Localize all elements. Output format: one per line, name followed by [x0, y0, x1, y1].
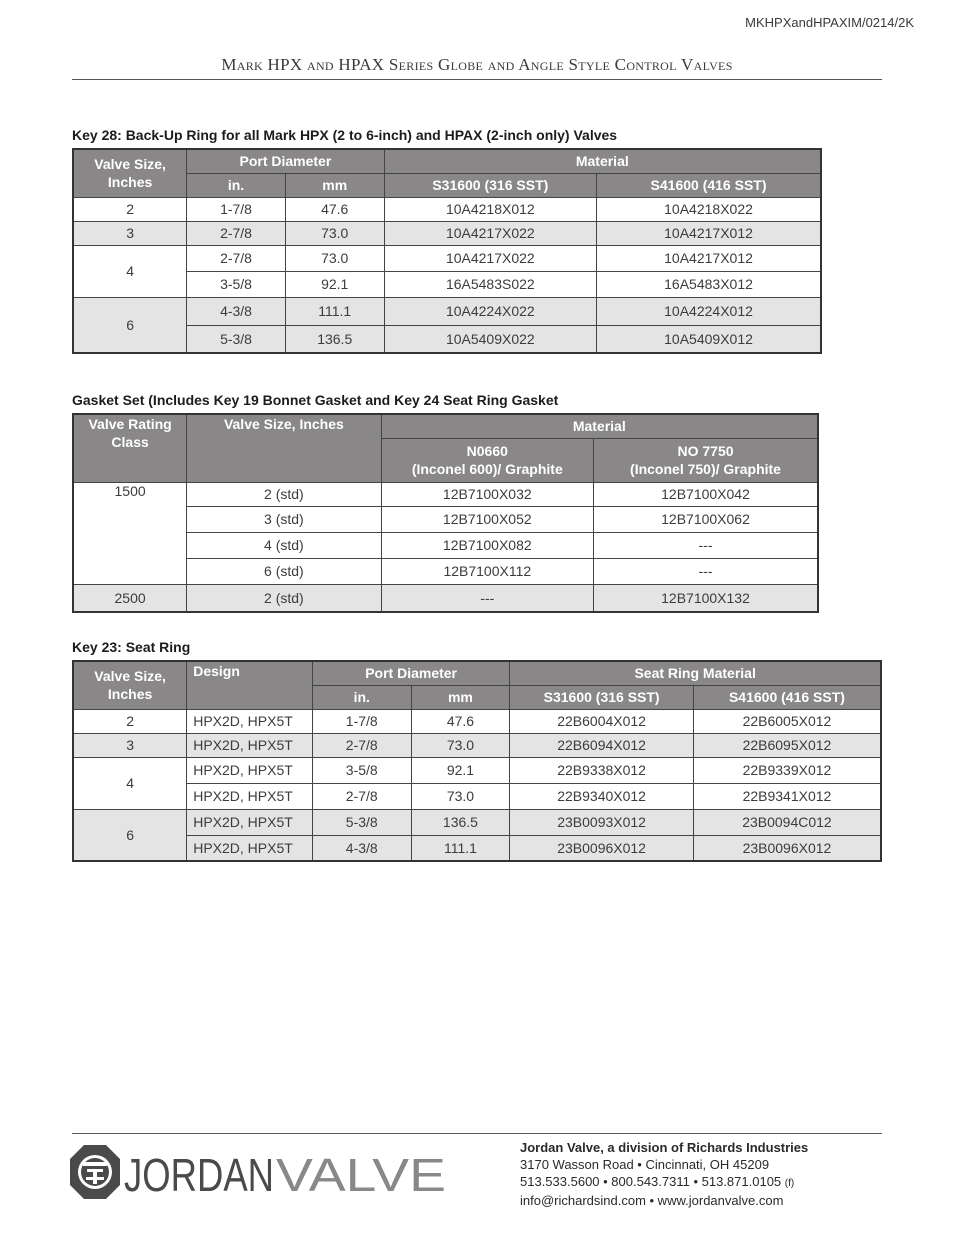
- cell-s316: 10A4217X022: [384, 245, 596, 271]
- table-row: [73, 809, 881, 835]
- cell-n0660: 12B7100X082: [381, 532, 593, 558]
- cell-size: 2: [73, 197, 187, 221]
- cell-s316: 23B0093X012: [510, 809, 694, 835]
- table-row: [73, 783, 881, 809]
- cell-s416: 10A4218X022: [597, 197, 821, 221]
- cell-no7750: ---: [594, 532, 818, 558]
- header-in: in.: [187, 173, 286, 197]
- cell-s316: 10A4218X012: [384, 197, 596, 221]
- cell-mm: 73.0: [411, 783, 510, 809]
- cell-s416: 16A5483X012: [597, 271, 821, 297]
- cell-no7750: 12B7100X042: [594, 482, 818, 506]
- cell-mm: 92.1: [411, 757, 510, 783]
- cell-size: 6 (std): [187, 558, 381, 584]
- cell-s316: 22B6094X012: [510, 733, 694, 757]
- header-n0660: [381, 438, 593, 482]
- cell-n0660: ---: [381, 584, 593, 612]
- cell-size: 2: [73, 709, 187, 733]
- header-port-diameter: Port Diameter: [312, 661, 509, 685]
- table-row: [73, 482, 818, 506]
- header-valve-size: Valve Size, Inches: [187, 414, 381, 482]
- cell-s316: 22B9338X012: [510, 757, 694, 783]
- cell-in: 1-7/8: [312, 709, 411, 733]
- table-row: [73, 297, 821, 325]
- cell-no7750: 12B7100X132: [594, 584, 818, 612]
- document-code: MKHPXandHPAXIM/0214/2K: [745, 15, 914, 30]
- cell-s316: 10A4224X022: [384, 297, 596, 325]
- logo-text-jordan: JORDAN: [124, 1149, 274, 1201]
- cell-mm: 73.0: [285, 245, 384, 271]
- cell-s316: 22B9340X012: [510, 783, 694, 809]
- cell-mm: 136.5: [285, 325, 384, 353]
- key23-table: [72, 660, 882, 862]
- cell-mm: 73.0: [411, 733, 510, 757]
- cell-in: 2-7/8: [312, 733, 411, 757]
- fax-mark: (f): [784, 1178, 795, 1189]
- cell-s416: 23B0094C012: [693, 809, 881, 835]
- header-mm: mm: [285, 173, 384, 197]
- header-no7750-code: NO 7750: [677, 443, 734, 459]
- cell-in: 4-3/8: [187, 297, 286, 325]
- cell-size: 2 (std): [187, 584, 381, 612]
- cell-s416: 22B6095X012: [693, 733, 881, 757]
- cell-size: 4: [73, 757, 187, 809]
- cell-s416: 22B6005X012: [693, 709, 881, 733]
- table-row: [73, 584, 818, 612]
- cell-mm: 111.1: [411, 835, 510, 861]
- cell-n0660: 12B7100X052: [381, 506, 593, 532]
- table-row: [73, 733, 881, 757]
- title-divider: [72, 79, 882, 80]
- cell-size: 3: [73, 733, 187, 757]
- cell-size: 6: [73, 297, 187, 353]
- cell-design: HPX2D, HPX5T: [187, 757, 313, 783]
- cell-class: 1500: [73, 482, 187, 584]
- cell-mm: 47.6: [411, 709, 510, 733]
- document-title: Mark HPX and HPAX Series Globe and Angle Style Control Valves: [221, 55, 733, 74]
- cell-s416: 22B9339X012: [693, 757, 881, 783]
- cell-s416: 22B9341X012: [693, 783, 881, 809]
- cell-s416: 10A4224X012: [597, 297, 821, 325]
- gasket-table: [72, 413, 819, 613]
- cell-size: 6: [73, 809, 187, 861]
- cell-s416: 10A4217X012: [597, 245, 821, 271]
- logo-text-valve: VALVE: [276, 1149, 446, 1201]
- cell-n0660: 12B7100X112: [381, 558, 593, 584]
- cell-in: 3-5/8: [312, 757, 411, 783]
- cell-design: HPX2D, HPX5T: [187, 733, 313, 757]
- header-n0660-code: N0660: [466, 443, 508, 459]
- cell-design: HPX2D, HPX5T: [187, 835, 313, 861]
- header-valve-size: Valve Size, Inches: [73, 149, 187, 197]
- cell-in: 1-7/8: [187, 197, 286, 221]
- cell-size: 4 (std): [187, 532, 381, 558]
- cell-design: HPX2D, HPX5T: [187, 809, 313, 835]
- cell-s316: 23B0096X012: [510, 835, 694, 861]
- table-row: [73, 709, 881, 733]
- cell-size: 4: [73, 245, 187, 297]
- table-row: [73, 197, 821, 221]
- header-seat-material: Seat Ring Material: [510, 661, 881, 685]
- cell-class: 2500: [73, 584, 187, 612]
- company-phones: 513.533.5600 • 800.543.7311 • 513.871.0105: [520, 1174, 782, 1189]
- cell-s416: 23B0096X012: [693, 835, 881, 861]
- key28-caption: Key 28: Back-Up Ring for all Mark HPX (2 to 6-inch) and HPAX (2-inch only) Valves: [72, 127, 618, 143]
- cell-no7750: 12B7100X062: [594, 506, 818, 532]
- cell-s416: 10A4217X012: [597, 221, 821, 245]
- header-port-diameter: Port Diameter: [187, 149, 384, 173]
- cell-mm: 136.5: [411, 809, 510, 835]
- cell-s316: 22B6004X012: [510, 709, 694, 733]
- table-row: [73, 757, 881, 783]
- header-s41600: S41600 (416 SST): [693, 685, 881, 709]
- cell-size: 2 (std): [187, 482, 381, 506]
- header-in: in.: [312, 685, 411, 709]
- valve-emblem-icon: [70, 1145, 120, 1199]
- header-no7750-desc: (Inconel 750)/ Graphite: [630, 461, 781, 477]
- header-material: Material: [381, 414, 818, 438]
- cell-in: 5-3/8: [312, 809, 411, 835]
- header-no7750: [594, 438, 818, 482]
- cell-design: HPX2D, HPX5T: [187, 709, 313, 733]
- cell-mm: 73.0: [285, 221, 384, 245]
- cell-in: 2-7/8: [187, 245, 286, 271]
- cell-n0660: 12B7100X032: [381, 482, 593, 506]
- company-address: 3170 Wasson Road • Cincinnati, OH 45209: [520, 1157, 770, 1172]
- key23-caption: Key 23: Seat Ring: [72, 639, 191, 655]
- table-row: [73, 245, 821, 271]
- cell-s316: 10A5409X022: [384, 325, 596, 353]
- header-mm: mm: [411, 685, 510, 709]
- gasket-caption: Gasket Set (Includes Key 19 Bonnet Gasket and Key 24 Seat Ring Gasket: [72, 392, 559, 408]
- cell-in: 4-3/8: [312, 835, 411, 861]
- cell-s416: 10A5409X012: [597, 325, 821, 353]
- cell-design: HPX2D, HPX5T: [187, 783, 313, 809]
- cell-s316: 10A4217X022: [384, 221, 596, 245]
- cell-mm: 92.1: [285, 271, 384, 297]
- footer-divider: [72, 1133, 882, 1134]
- company-name: Jordan Valve, a division of Richards Industries: [520, 1140, 809, 1155]
- company-phones-line: [520, 1173, 808, 1192]
- table-row: [73, 835, 881, 861]
- cell-mm: 47.6: [285, 197, 384, 221]
- header-valve-size: Valve Size, Inches: [73, 661, 187, 709]
- header-n0660-desc: (Inconel 600)/ Graphite: [411, 461, 563, 477]
- cell-mm: 111.1: [285, 297, 384, 325]
- header-s31600: S31600 (316 SST): [510, 685, 694, 709]
- company-info: [520, 1139, 808, 1209]
- header-rating-class: Valve Rating Class: [73, 414, 187, 482]
- header-design: Design: [187, 661, 313, 709]
- header-material: Material: [384, 149, 821, 173]
- cell-in: 2-7/8: [187, 221, 286, 245]
- table-row: [73, 221, 821, 245]
- cell-in: 5-3/8: [187, 325, 286, 353]
- cell-size: 3: [73, 221, 187, 245]
- cell-s316: 16A5483S022: [384, 271, 596, 297]
- header-s31600: S31600 (316 SST): [384, 173, 596, 197]
- cell-in: 2-7/8: [312, 783, 411, 809]
- key28-table: [72, 148, 822, 354]
- jordan-valve-logo: [70, 1143, 450, 1201]
- cell-size: 3 (std): [187, 506, 381, 532]
- company-contact: info@richardsind.com • www.jordanvalve.com: [520, 1193, 784, 1208]
- cell-no7750: ---: [594, 558, 818, 584]
- cell-in: 3-5/8: [187, 271, 286, 297]
- header-s41600: S41600 (416 SST): [597, 173, 821, 197]
